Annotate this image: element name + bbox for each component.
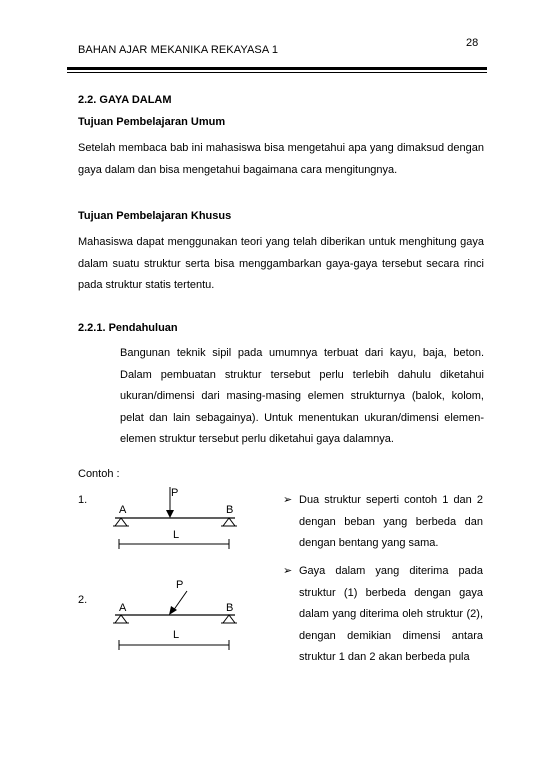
span-label: L [173,529,180,541]
support-a-label: A [119,602,127,614]
load-arrow-head [166,510,174,518]
support-b-pin [223,615,235,623]
span-label: L [173,629,180,641]
support-a-label: A [119,504,127,516]
subsection-heading: 2.2.1. Pendahuluan [78,322,178,334]
beam-diagram-1 [105,482,245,557]
bullet-arrow-icon: ➢ [283,494,293,506]
support-b-pin [223,518,235,526]
bullet-text: Gaya dalam yang diterima pada struktur (1) berbeda dengan gaya dalam yang diterima oleh struktur (2), dengan demikian dimensi antara struktur 1 dan 2 akan berbeda pula [299,565,483,663]
bullet-arrow-icon: ➢ [283,565,293,577]
diagram-1-number: 1. [78,494,88,506]
support-b-label: B [226,504,234,516]
header-rule-thin [67,72,487,73]
example-label: Contoh : [78,468,120,480]
inclined-load-arrow [173,591,187,611]
header-rule [67,67,487,70]
support-a-pin [115,518,127,526]
umum-heading: Tujuan Pembelajaran Umum [78,116,226,128]
pendahuluan-paragraph: Bangunan teknik sipil pada umumnya terbuat dari kayu, baja, beton. Dalam pembuatan struktur tersebut perlu terlebih dahulu diketahui ukuran/dimensi dari masing-masing elemen strukturnya (balok, kolom, pelat dan lain sebagainya). Untuk menentukan ukuran/dimensi elemen-elemen struktur tersebut perlu diketahui gaya dalamnya. [120,347,484,445]
load-label-p: P [171,487,179,499]
load-label-p: P [176,579,184,591]
running-header-title: BAHAN AJAR MEKANIKA REKAYASA 1 [78,44,279,56]
khusus-heading: Tujuan Pembelajaran Khusus [78,210,232,222]
umum-paragraph: Setelah membaca bab ini mahasiswa bisa mengetahui apa yang dimaksud dengan gaya dalam dan bisa mengetahui bagaimana cara mengitungnya. [78,142,484,176]
support-b-label: B [226,602,234,614]
section-heading: 2.2. GAYA DALAM [78,94,172,106]
bullet-item [283,561,483,711]
diagram-2-number: 2. [78,594,88,606]
khusus-paragraph: Mahasiswa dapat menggunakan teori yang telah diberikan untuk menghitung gaya dalam suatu struktur serta bisa menggambarkan gaya-gaya tersebut secara rinci pada struktur statis tertentu. [78,236,484,291]
page-number: 28 [466,37,479,49]
support-a-pin [115,615,127,623]
bullet-item [283,490,483,556]
beam-diagram-2 [105,575,245,655]
bullet-text: Dua struktur seperti contoh 1 dan 2 dengan beban yang berbeda dan dengan bentang yang sama. [299,494,483,549]
